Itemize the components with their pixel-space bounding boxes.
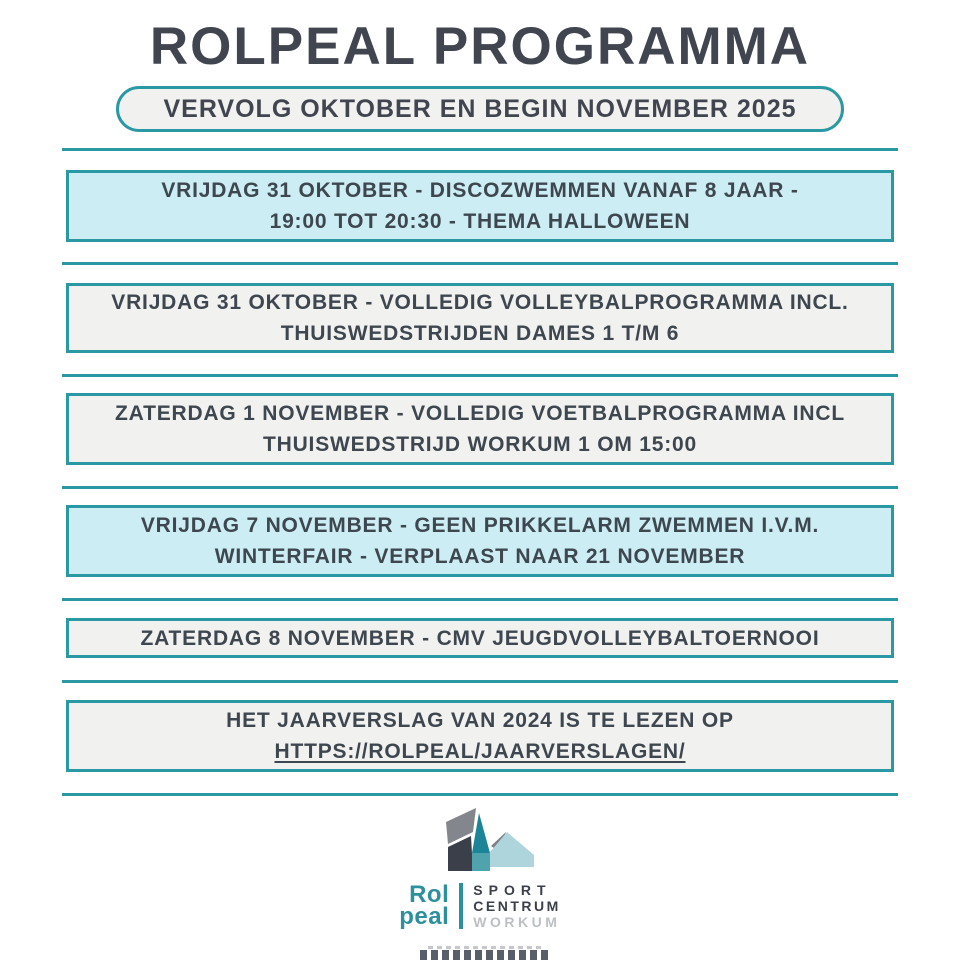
event-text-line: ZATERDAG 8 NOVEMBER - CMV JEUGDVOLLEYBALTOERNOOI <box>140 626 820 650</box>
event-card-volleybal <box>66 283 894 353</box>
divider-line <box>62 680 898 683</box>
event-text-line: ZATERDAG 1 NOVEMBER - VOLLEDIG VOETBALPROGRAMMA INCL <box>115 402 845 425</box>
logo-text-workum: WORKUM <box>473 914 561 930</box>
event-text-line: HET JAARVERSLAG VAN 2024 IS TE LEZEN OP <box>226 709 734 732</box>
logo-lockup <box>0 882 960 930</box>
divider-line <box>62 486 898 489</box>
logo-text-block <box>473 882 561 930</box>
event-card-prikkelarm <box>66 505 894 577</box>
event-text-line: VRIJDAG 31 OKTOBER - VOLLEDIG VOLLEYBALPROGRAMMA INCL. <box>111 291 849 314</box>
page-title: ROLPEAL PROGRAMMA <box>149 17 811 76</box>
divider-line <box>62 262 898 265</box>
event-text-line: WINTERFAIR - VERPLAAST NAAR 21 NOVEMBER <box>214 545 746 568</box>
event-card-voetbal <box>66 393 894 465</box>
logo-text-centrum: CENTRUM <box>473 898 561 914</box>
divider-line <box>62 374 898 377</box>
event-text-line: THUISWEDSTRIJD WORKUM 1 OM 15:00 <box>263 433 697 456</box>
bottom-cutoff-text-sliver <box>420 950 550 960</box>
jaarverslag-link[interactable]: HTTPS://ROLPEAL/JAARVERSLAGEN/ <box>274 740 686 763</box>
event-card-discozwemmen <box>66 170 894 242</box>
logo-divider-bar <box>459 883 463 929</box>
event-text-line: VRIJDAG 7 NOVEMBER - GEEN PRIKKELARM ZWEMMEN I.V.M. <box>140 514 820 537</box>
divider-line <box>62 598 898 601</box>
subtitle-pill <box>116 86 844 132</box>
rolpeal-logo-icon <box>433 805 543 875</box>
logo-wordmark <box>399 881 450 930</box>
event-card-jeugdvolleybal <box>66 618 894 658</box>
logo-wordmark-top: Rol <box>409 881 450 908</box>
subtitle-text: VERVOLG OKTOBER EN BEGIN NOVEMBER 2025 <box>163 94 797 123</box>
event-text-line: THUISWEDSTRIJDEN DAMES 1 T/M 6 <box>280 322 680 345</box>
logo-wordmark-bottom: peal <box>399 903 450 930</box>
logo-text-sport: SPORT <box>473 882 552 898</box>
event-card-jaarverslag <box>66 700 894 772</box>
event-text-line: 19:00 TOT 20:30 - THEMA HALLOWEEN <box>269 210 691 233</box>
divider-line <box>62 793 898 796</box>
event-text-line: VRIJDAG 31 OKTOBER - DISCOZWEMMEN VANAF 8 JAAR - <box>161 179 799 202</box>
divider-line <box>62 148 898 151</box>
